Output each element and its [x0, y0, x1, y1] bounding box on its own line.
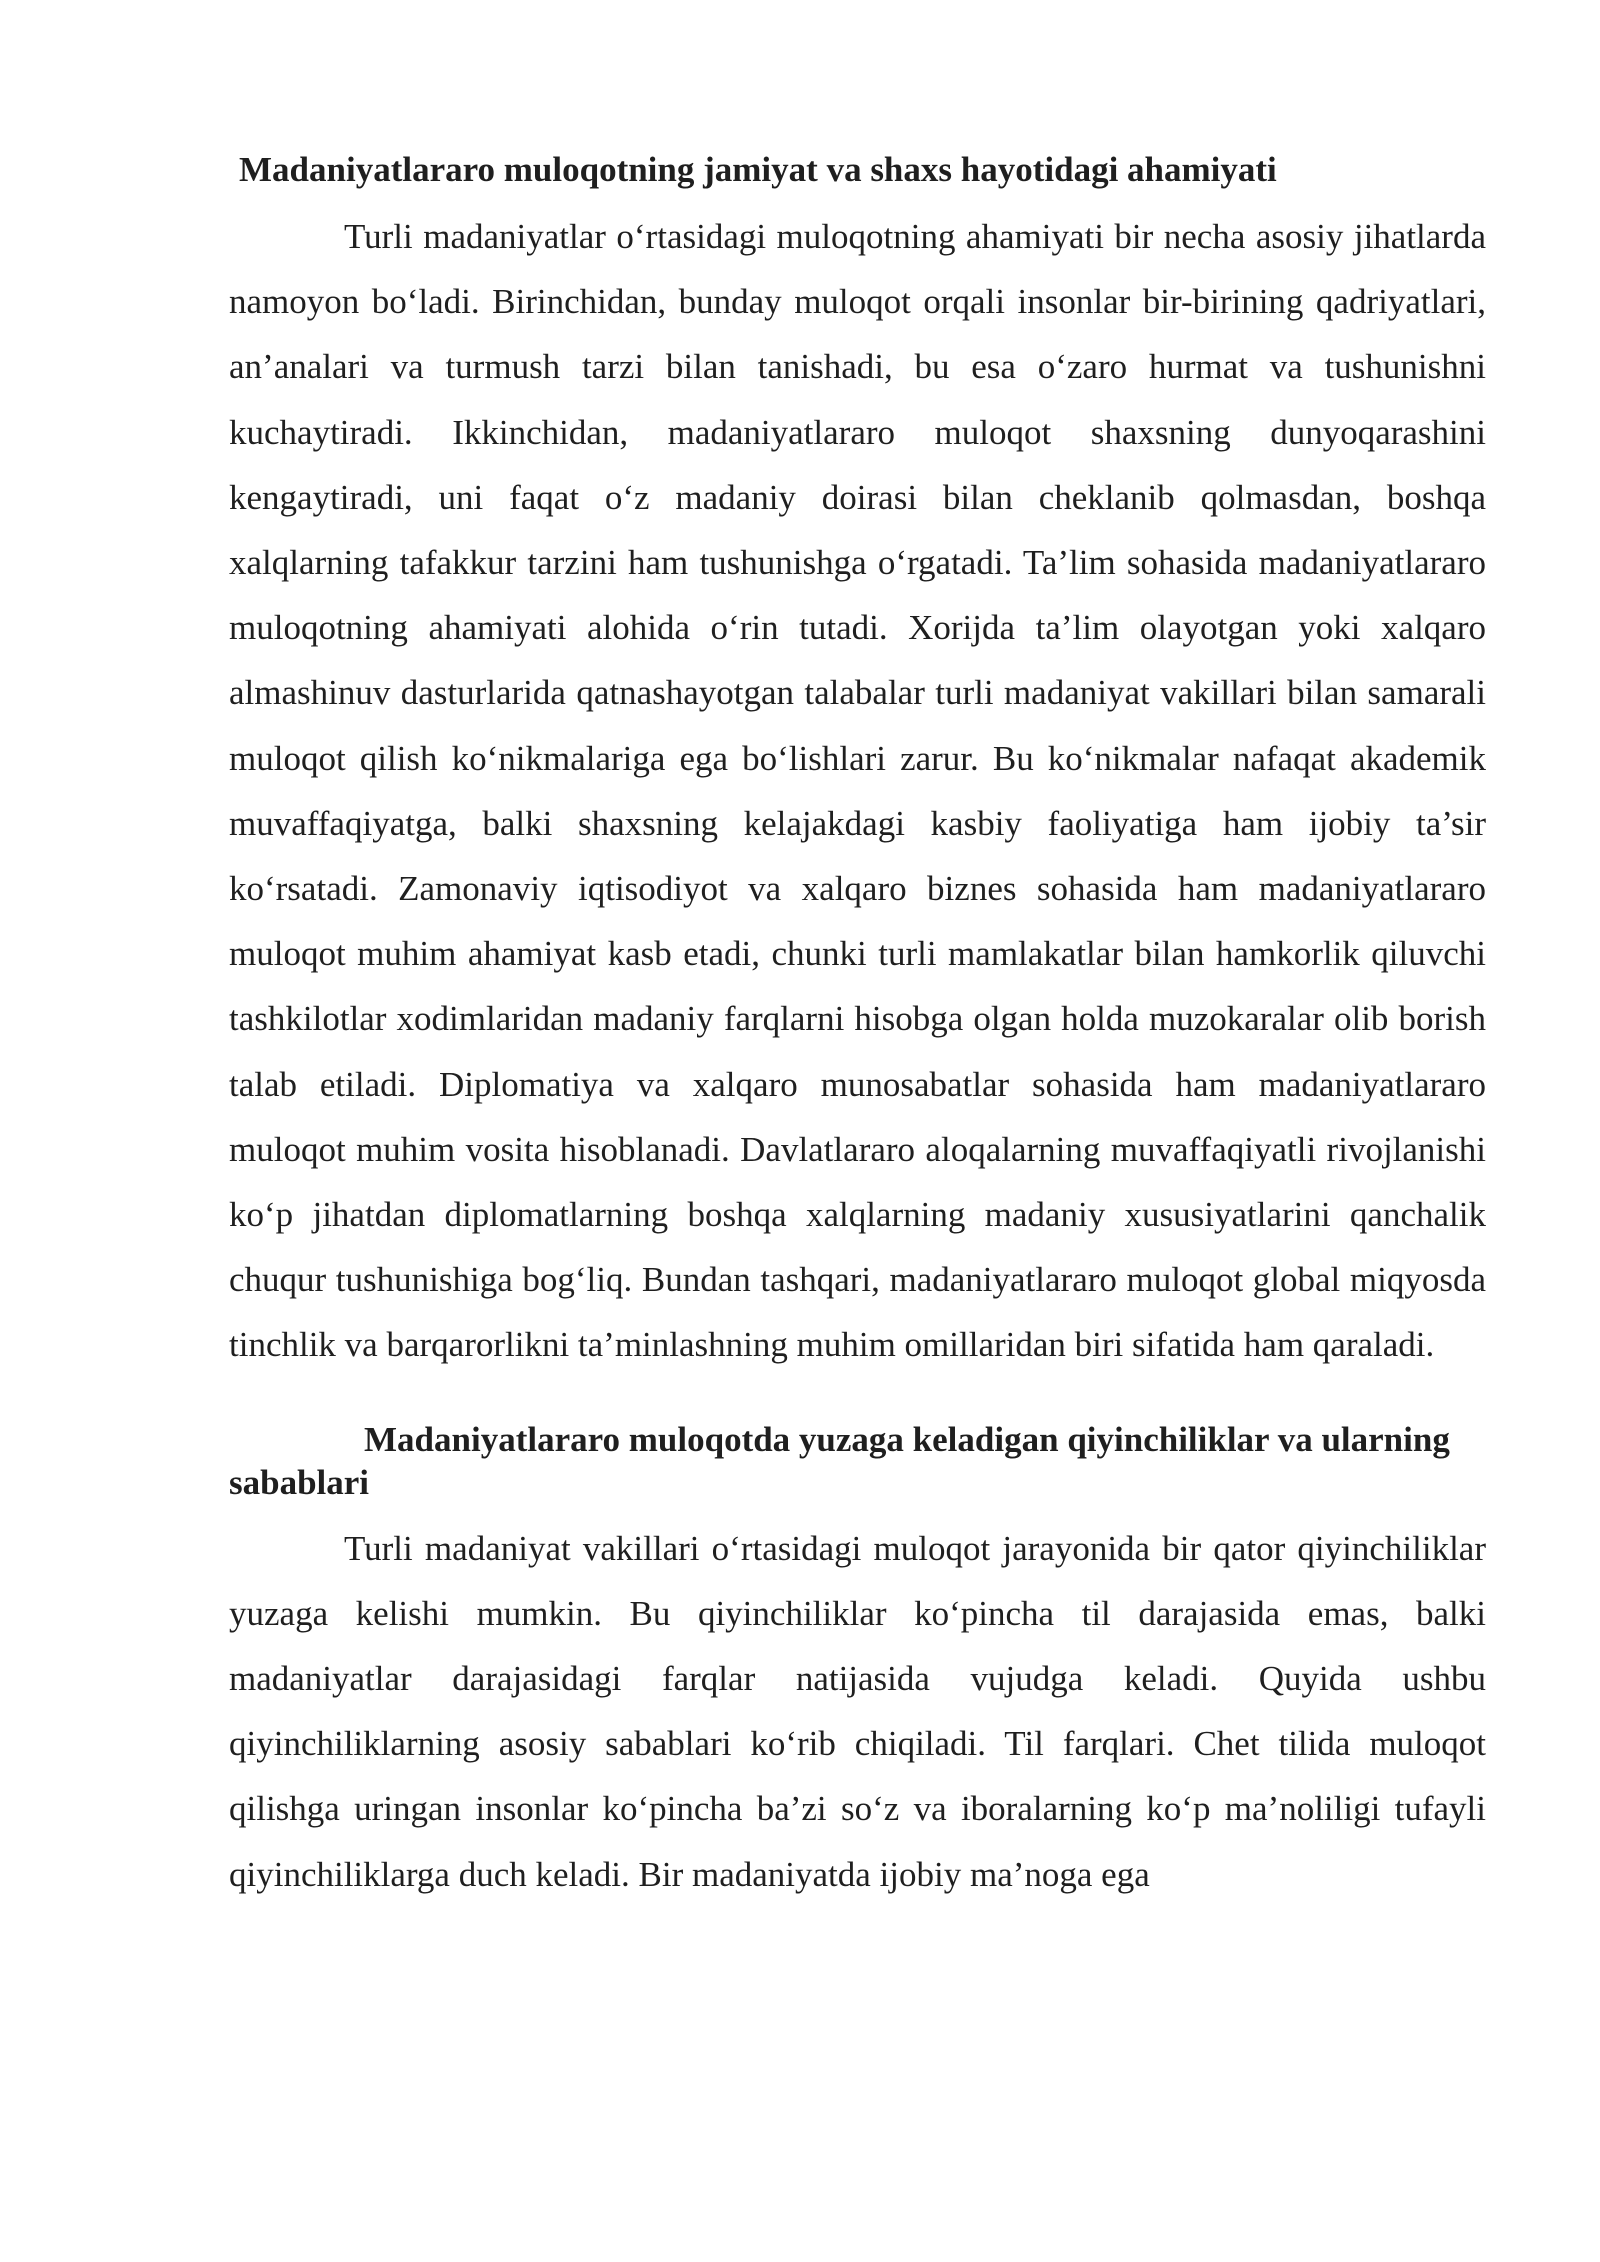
document-page	[229, 150, 1486, 1907]
section-2-paragraph: Turli madaniyat vakillari o‘rtasidagi muloqot jarayonida bir qator qiyinchiliklar yuzaga kelishi mumkin. Bu qiyinchiliklar ko‘pincha til darajasida emas, balki madaniyatlar darajasidagi farqlar natijasida vujudga keladi. Quyida ushbu qiyinchiliklarning asosiy sabablari ko‘rib chiqiladi. Til farqlari. Chet tilida muloqot qilishga uringan insonlar ko‘pincha ba’zi so‘z va iboralarning ko‘p ma’noliligi tufayli qiyinchiliklarga duch keladi. Bir madaniyatda ijobiy ma’noga ega	[229, 1528, 1486, 1894]
section-2-title: Madaniyatlararo muloqotda yuzaga keladigan qiyinchiliklar va ularning sabablari	[229, 1419, 1450, 1502]
section-1-title: Madaniyatlararo muloqotning jamiyat va shaxs hayotidagi ahamiyati	[239, 150, 1277, 189]
section-1-paragraph: Turli madaniyatlar o‘rtasidagi muloqotning ahamiyati bir necha asosiy jihatlarda namoyon bo‘ladi. Birinchidan, bunday muloqot orqali insonlar bir-birining qadriyatlari, an’analari va turmush tarzi bilan tanishadi, bu esa o‘zaro hurmat va tushunishni kuchaytiradi. Ikkinchidan, madaniyatlararo muloqot shaxsning dunyoqarashini kengaytiradi, uni faqat o‘z madaniy doirasi bilan cheklanib qolmasdan, boshqa xalqlarning tafakkur tarzini ham tushunishga o‘rgatadi. Ta’lim sohasida madaniyatlararo muloqotning ahamiyati alohida o‘rin tutadi. Xorijda ta’lim olayotgan yoki xalqaro almashinuv dasturlarida qatnashayotgan talabalar turli madaniyat vakillari bilan samarali muloqot qilish ko‘nikmalariga ega bo‘lishlari zarur. Bu ko‘nikmalar nafaqat akademik muvaffaqiyatga, balki shaxsning kelajakdagi kasbiy faoliyatiga ham ijobiy ta’sir ko‘rsatadi. Zamonaviy iqtisodiyot va xalqaro biznes sohasida ham madaniyatlararo muloqot muhim ahamiyat kasb etadi, chunki turli mamlakatlar bilan hamkorlik qiluvchi tashkilotlar xodimlaridan madaniy farqlarni hisobga olgan holda muzokaralar olib borish talab etiladi. Diplomatiya va xalqaro munosabatlar sohasida ham madaniyatlararo muloqot muhim vosita hisoblanadi. Davlatlararo aloqalarning muvaffaqiyatli rivojlanishi ko‘p jihatdan diplomatlarning boshqa xalqlarning madaniy xususiyatlarini qanchalik chuqur tushunishiga bog‘liq. Bundan tashqari, madaniyatlararo muloqot global miqyosda tinchlik va barqarorlikni ta’minlashning muhim omillaridan biri sifatida ham qaraladi.	[229, 217, 1486, 1365]
